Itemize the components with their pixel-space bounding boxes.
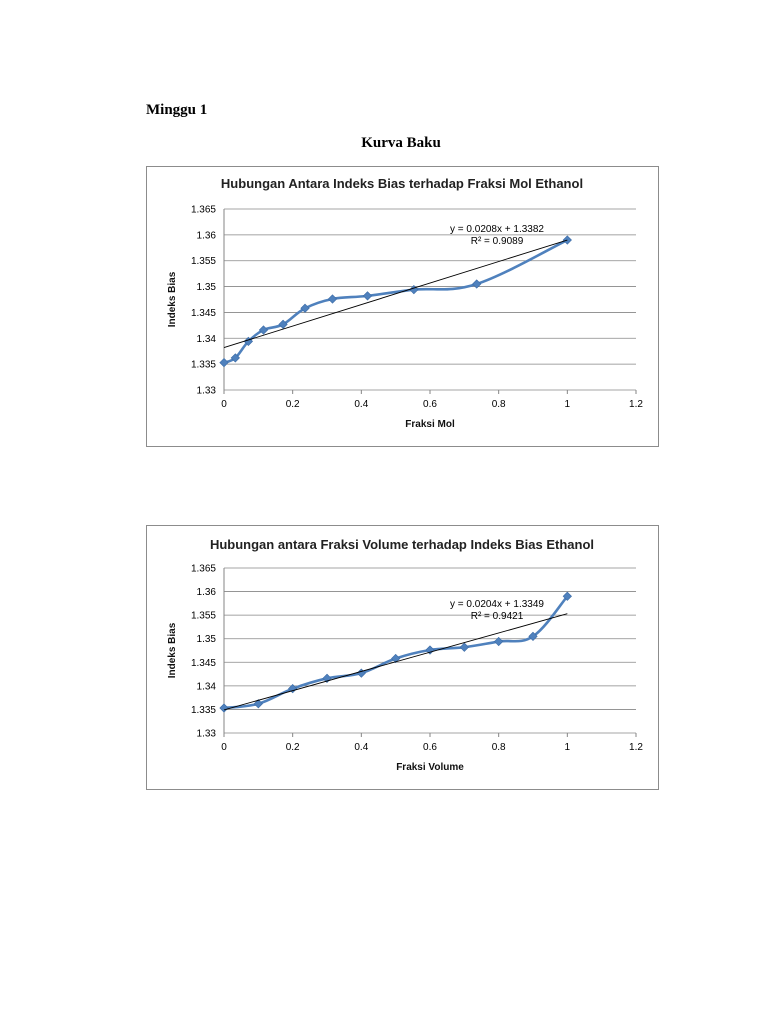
chart1-x-axis-label: Fraksi Mol	[405, 419, 455, 430]
chart2-xtick-label: 1	[564, 742, 571, 753]
chart2-xtick-label: 0.8	[491, 742, 506, 753]
chart-mol-fraction	[146, 166, 659, 447]
chart2-ytick-label: 1.335	[190, 704, 216, 716]
chart1-xtick-label: 1.2	[629, 399, 643, 410]
chart1-title: Hubungan Antara Indeks Bias terhadap Fraksi Mol Ethanol	[220, 176, 584, 191]
chart1-y-axis-label: Indeks Bias	[167, 271, 178, 328]
chart-volume-fraction	[146, 525, 659, 790]
chart-mol-fraction-svg	[147, 167, 658, 446]
heading-week: Minggu 1	[146, 102, 208, 118]
chart2-ytick-label: 1.345	[190, 657, 216, 669]
chart2-ytick-label: 1.35	[196, 634, 216, 646]
chart2-ytick-label: 1.365	[190, 563, 216, 575]
chart1-ytick-label: 1.34	[196, 333, 216, 345]
chart2-xtick-label: 1.2	[629, 742, 643, 753]
chart1-xtick-label: 0.4	[354, 399, 369, 410]
chart2-ytick-label: 1.33	[196, 728, 216, 740]
chart1-data-point	[328, 295, 336, 303]
chart2-ytick-label: 1.36	[196, 587, 216, 599]
chart1-data-point	[220, 358, 228, 366]
chart1-trendline-r2: R² = 0.9089	[470, 236, 524, 247]
chart2-title: Hubungan antara Fraksi Volume terhadap Indeks Bias Ethanol	[209, 537, 595, 552]
chart2-xtick-label: 0.6	[423, 742, 437, 753]
chart1-ytick-label: 1.35	[196, 282, 216, 294]
chart2-xtick-label: 0.2	[285, 742, 300, 753]
chart1-ytick-label: 1.36	[196, 230, 216, 242]
chart1-xtick-label: 0.6	[423, 399, 437, 410]
chart1-ytick-label: 1.355	[190, 256, 216, 268]
heading-section: Kurva Baku	[361, 135, 441, 151]
chart2-x-axis-label: Fraksi Volume	[396, 762, 464, 773]
chart2-trendline-equation: y = 0.0204x + 1.3349	[450, 599, 544, 610]
chart1-xtick-label: 1	[564, 399, 571, 410]
chart2-data-point	[220, 704, 228, 712]
chart1-series-line	[224, 240, 567, 363]
chart1-ytick-label: 1.33	[196, 385, 216, 397]
chart1-trendline	[224, 240, 567, 348]
chart1-xtick-label: 0.8	[491, 399, 506, 410]
chart1-data-point	[363, 292, 371, 300]
chart1-xtick-label: 0	[221, 399, 227, 410]
chart1-xtick-label: 0.2	[285, 399, 300, 410]
chart2-data-point	[460, 643, 468, 651]
chart1-ytick-label: 1.345	[190, 307, 216, 319]
chart2-ytick-label: 1.34	[196, 681, 216, 693]
chart1-ytick-label: 1.365	[190, 204, 216, 216]
chart2-xtick-label: 0.4	[354, 742, 369, 753]
chart1-ytick-label: 1.335	[190, 359, 216, 371]
chart2-xtick-label: 0	[221, 742, 227, 753]
chart-volume-fraction-svg	[147, 526, 658, 789]
chart2-trendline	[224, 614, 567, 710]
chart2-ytick-label: 1.355	[190, 610, 216, 622]
chart2-y-axis-label: Indeks Bias	[167, 622, 178, 679]
chart1-trendline-equation: y = 0.0208x + 1.3382	[450, 224, 544, 235]
chart2-trendline-r2: R² = 0.9421	[470, 611, 524, 622]
